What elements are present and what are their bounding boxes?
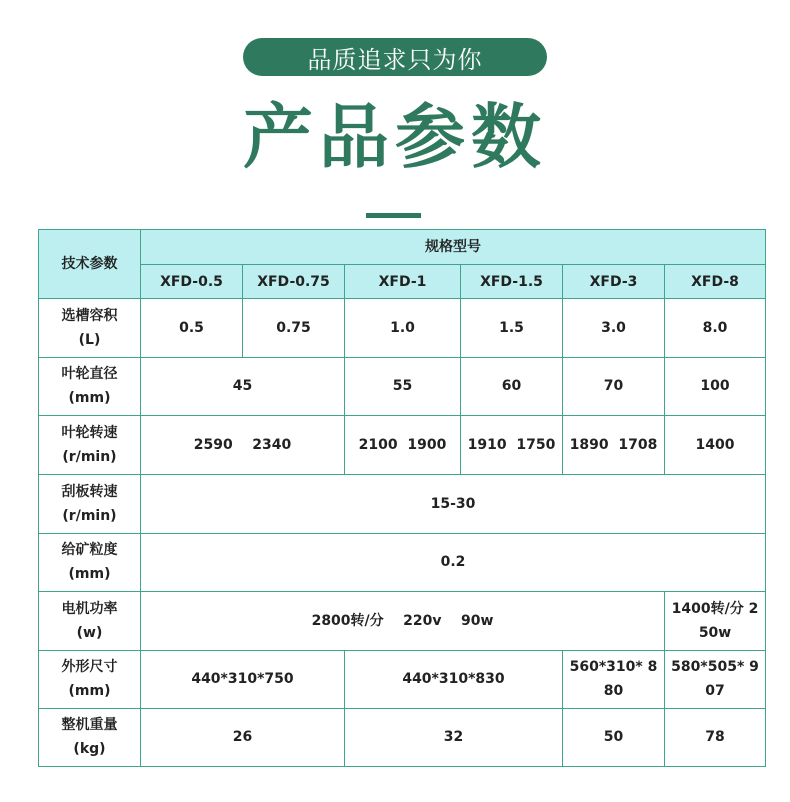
table-cell: 60 xyxy=(461,357,563,415)
spec-table xyxy=(38,229,766,767)
table-cell: 440*310*830 xyxy=(345,651,563,708)
table-cell: 2590 2340 xyxy=(141,416,345,475)
table-cell: 26 xyxy=(141,708,345,766)
table-row xyxy=(39,533,766,591)
row-label: 叶轮直径 (mm) xyxy=(39,357,141,415)
row-label: 刮板转速 (r/min) xyxy=(39,475,141,533)
table-cell: 1400转/分 250w xyxy=(665,591,766,650)
table-row xyxy=(39,651,766,708)
row-label: 选槽容积 (L) xyxy=(39,299,141,357)
table-cell: 8.0 xyxy=(665,299,766,357)
slogan-text: 品质追求只为你 xyxy=(307,45,483,74)
table-cell: 32 xyxy=(345,708,563,766)
table-cell: 50 xyxy=(563,708,665,766)
model-header: XFD-0.75 xyxy=(243,265,345,299)
title-underline xyxy=(366,213,421,218)
table-cell: 3.0 xyxy=(563,299,665,357)
table-cell: 440*310*750 xyxy=(141,651,345,708)
table-cell: 1910 1750 xyxy=(461,416,563,475)
table-cell: 1.5 xyxy=(461,299,563,357)
table-cell: 45 xyxy=(141,357,345,415)
header-row-models xyxy=(39,265,766,299)
page-title: 产品参数 xyxy=(243,96,547,178)
table-row xyxy=(39,416,766,475)
table-cell: 1400 xyxy=(665,416,766,475)
table-cell: 15-30 xyxy=(141,475,766,533)
table-cell: 580*505* 907 xyxy=(665,651,766,708)
table-cell: 2100 1900 xyxy=(345,416,461,475)
model-header: XFD-0.5 xyxy=(141,265,243,299)
model-header: XFD-1 xyxy=(345,265,461,299)
table-cell: 1890 1708 xyxy=(563,416,665,475)
table-row xyxy=(39,299,766,357)
table-cell: 1.0 xyxy=(345,299,461,357)
slogan-banner xyxy=(243,38,547,76)
table-cell: 70 xyxy=(563,357,665,415)
table-cell: 0.2 xyxy=(141,533,766,591)
table-cell: 100 xyxy=(665,357,766,415)
corner-header: 技术参数 xyxy=(39,230,141,299)
row-label: 整机重量 (kg) xyxy=(39,708,141,766)
table-row xyxy=(39,475,766,533)
table-row xyxy=(39,591,766,650)
row-label: 叶轮转速 (r/min) xyxy=(39,416,141,475)
row-label: 外形尺寸 (mm) xyxy=(39,651,141,708)
model-header: XFD-3 xyxy=(563,265,665,299)
model-header: XFD-1.5 xyxy=(461,265,563,299)
table-row xyxy=(39,357,766,415)
header-row-group xyxy=(39,230,766,265)
table-row xyxy=(39,708,766,766)
model-header: XFD-8 xyxy=(665,265,766,299)
row-label: 电机功率 (w) xyxy=(39,591,141,650)
table-cell: 0.75 xyxy=(243,299,345,357)
table-cell: 560*310* 880 xyxy=(563,651,665,708)
spec-group-header: 规格型号 xyxy=(141,230,766,265)
table-cell: 2800转/分 220v 90w xyxy=(141,591,665,650)
table-cell: 55 xyxy=(345,357,461,415)
table-cell: 78 xyxy=(665,708,766,766)
table-cell: 0.5 xyxy=(141,299,243,357)
row-label: 给矿粒度 (mm) xyxy=(39,533,141,591)
